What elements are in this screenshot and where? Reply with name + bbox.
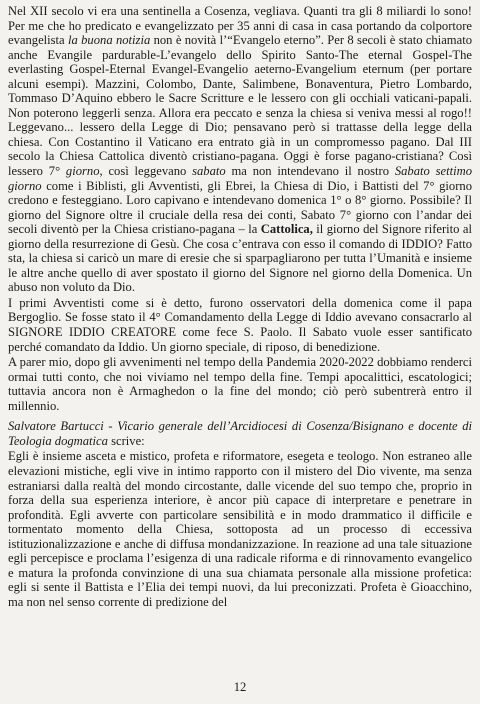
text-run: non è novità l’“Evangelo eterno”. Per 8 secoli è stato chiamato anche Evangile pardurable-L’evangelo dello Spirito Santo-The eternal Gospel-The everlasting Gospel-Eternal Evangel-Evangelio aeterno-Evangelium eternum (per portare alcuni esempi). Mazzini, Colombo, Dante, Salimbene, Bonaventura, Pietro Lombardo, Tommaso D’Aquino ebbero le Sacre Scritture e le lessero con gli occhiali vaticani-papali. Non poterono leggerli senza. Allora era peccato e senza la chiesa si veniva messi al rogo!! Leggevano... lessero della Legge di Dio; pensavano però si trattasse della legge della chiesa. Con Costantino il Vaticano era entrato già in un compromesso pagano. Dal III secolo la Chiesa Cattolica diventò cristiano-pagana. Oggi è forse pagano-cristiana? Così lessero 7 (8, 33, 472, 179)
text-run: come i Biblisti, gli Avventisti, gli Ebrei, la Chiesa di Dio, i Battisti del 7° giorno credono e festeggiano. Loro capivano e intendevano domenica 1° o 8° giorno. Possibile? Il giorno del Signore oltre il cruciale della resa dei conti, Sabato 7° giorno con l’andar dei secoli diventò per la Chiesa cristiano-pagana – la (8, 178, 472, 237)
italic-text: Sabato settimo giorno (8, 164, 472, 193)
text-run: Nel XII secolo vi era una sentinella a Cosenza, vegliava. Quanti tra gli 8 miliardi lo sono! Per me che ho predicato e evangelizzato per 35 anni di casa in casa portando da colportore evangelista (8, 4, 472, 48)
italic-text: la buona notizia (68, 33, 151, 48)
bold-text: Cattolica, (260, 222, 313, 237)
text-run: A parer mio, dopo gli avvenimenti nel tempo della Pandemia 2020-2022 dobbiamo renderci ormai tutti conto, che noi viviamo nel tempo della fine. Tempi apocalittici, escatologici; tuttavia ancora non è Armaghedon o la fine del mondo; ciò però subentrerà entro il millennio. (8, 355, 472, 413)
italic-text: giorno (60, 164, 100, 179)
italic-text: sabato (192, 164, 226, 179)
paragraph (8, 4, 472, 295)
text-run: ° (55, 164, 61, 179)
text-run: scrive: (107, 433, 145, 448)
text-run: il giorno del Signore riferito al giorno della resurrezione di Gesù. Che cosa c’entrava con esso il comando di IDDIO? Fatto sta, la chiesa si caricò un mare di eresie che si sparpagliarono per tutta l’Umanità e insieme le altre anche quello di aver spostato il giorno del Signore nel giorno della Domenica. Un abuso non voluto da Dio. (8, 222, 473, 295)
italic-text: Salvatore Bartucci - Vicario generale dell’Arcidiocesi di Cosenza/Bisignano e docente di Teologia dogmatica (8, 419, 472, 448)
paragraph (8, 355, 472, 413)
paragraph (8, 419, 472, 448)
paragraph (8, 449, 472, 609)
text-run: ma non intendevano il nostro (225, 164, 395, 179)
paragraph (8, 296, 472, 354)
page-number: 12 (233, 680, 247, 694)
text-run: Egli è insieme asceta e mistico, profeta e riformatore, esegeta e teologo. Non estraneo alle elevazioni mistiche, egli vive in intimo rapporto con il mistero del Dio vivente, ma senza estraniarsi dalla realtà del mondo circostante, dalle vicende del suo tempo che, proprio in forza della sua esperienza interiore, è ancor più capace di interpretare e penetrare in profondità. Egli avverte con particolare sensibilità e in modo drammatico il difficile e tormentato momento della Chiesa, sottoposta ad un processo di eccessiva istituzionalizzazione e anche di diffusa mondanizzazione. In reazione ad una tale situazione egli percepisce e proclama l’esigenza di una radicale riforma e di rinnovamento evangelico e matura la profonda convinzione di una sua chiamata personale alla missione profetica: egli si sente il Battista e l’Elia dei tempi nuovi, da lui preconizzati. Profeta è Gioacchino, ma non nel senso corrente di predizione del (8, 449, 472, 609)
text-run: I primi Avventisti come si è detto, furono osservatori della domenica come il papa Bergoglio. Se fosse stato il 4° Comandamento della Legge di Iddio avevano consacrarlo al SIGNORE IDDIO CREATORE come fece S. Paolo. Il Sabato vuole esser santificato perché comandato da Iddio. Un giorno speciale, di riposo, di benedizione. (8, 295, 472, 354)
text-run: , così leggevano (99, 164, 193, 179)
body-text (8, 4, 472, 609)
